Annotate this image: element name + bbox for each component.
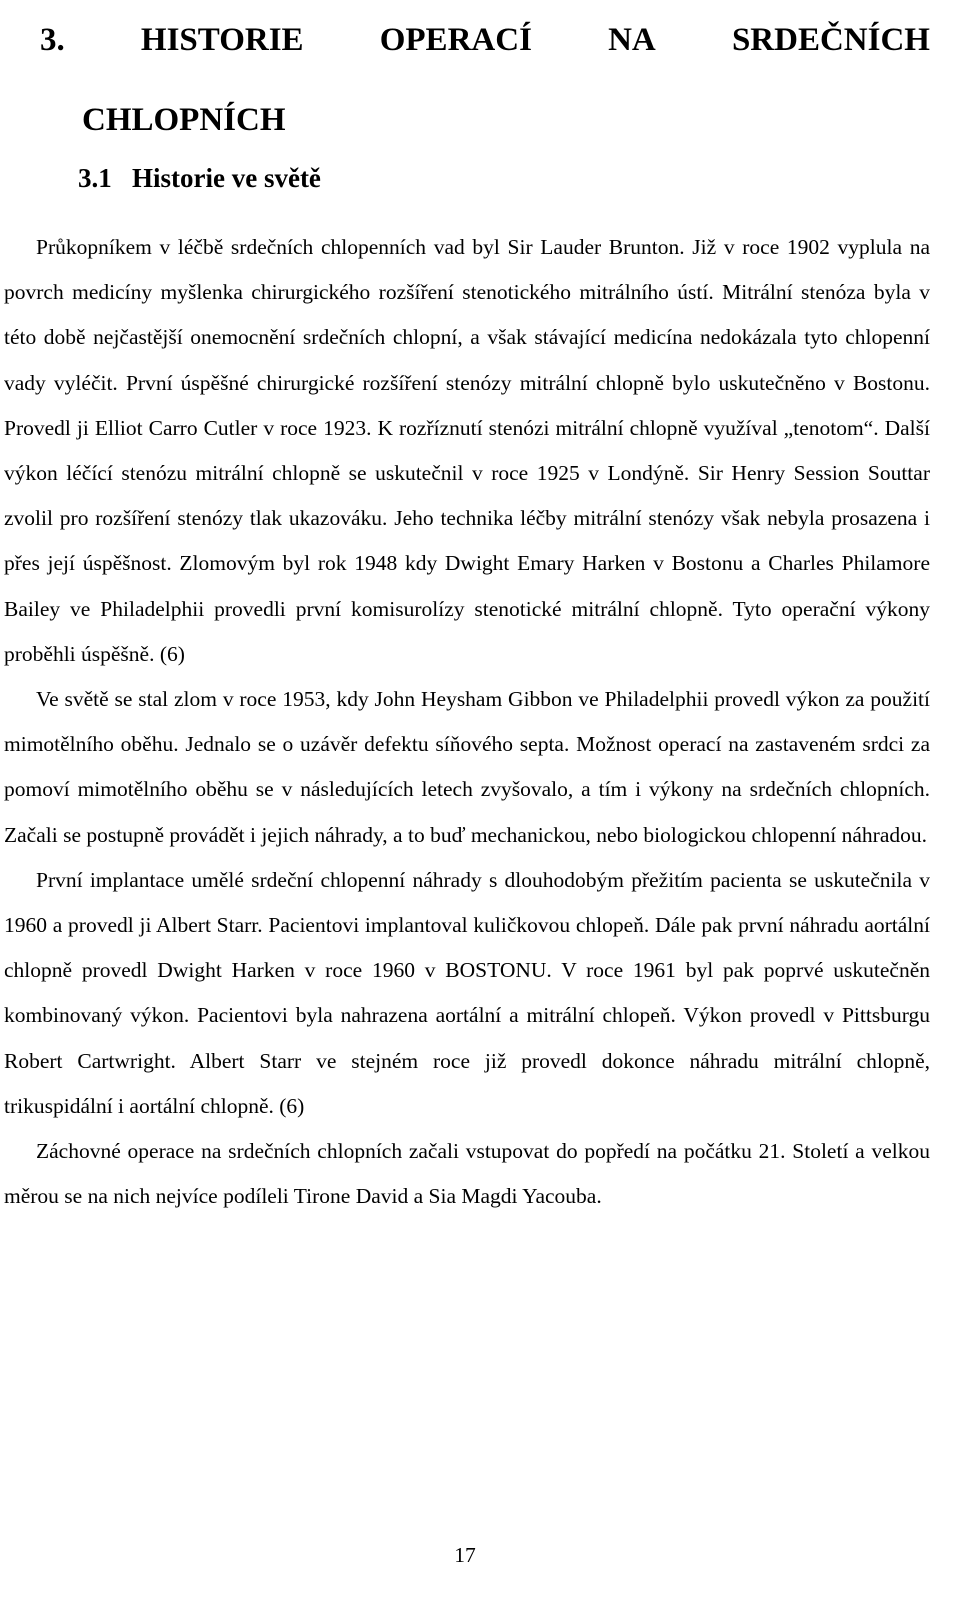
paragraph: Ve světě se stal zlom v roce 1953, kdy John Heysham Gibbon ve Philadelphii provedl výkon za použití mimotělního oběhu. Jednalo se o uzávěr defektu síňového septa. Možnost operací na zastaveném srdci za pomoví mimotělního oběhu se v následujících letech zvyšovalo, a tím i výkony na srdečních chlopních. Začali se postupně provádět i jejich náhrady, a to buď mechanickou, nebo biologickou chlopenní náhradou. (4, 687, 930, 847)
chapter-word: OPERACÍ (379, 22, 532, 58)
paragraph: Průkopníkem v léčbě srdečních chlopenních vad byl Sir Lauder Brunton. Již v roce 1902 vyplula na povrch medicíny myšlenka chirurgického rozšíření stenotického mitrálního ústí. Mitrální stenóza byla v této době nejčastější onemocnění srdečních chlopní, a však stávající medicína nedokázala tyto chlopenní vady vyléčit. První úspěšné chirurgické rozšíření stenózy mitrální chlopně bylo uskutečněno v Bostonu. Provedl ji Elliot Carro Cutler v roce 1923. K rozříznutí stenózi mitrální chlopně využíval „tenotom“. Další výkon léčící stenózu mitrální chlopně se uskutečnil v roce 1925 v Londýně. Sir Henry Session Souttar zvolil pro rozšíření stenózy tlak ukazováku. Jeho technika léčby mitrální stenózy však nebyla prosazena i přes její úspěšnost. Zlomovým byl rok 1948 kdy Dwight Emary Harken v Bostonu a Charles Philamore Bailey ve Philadelphii provedli první komisurolízy stenotické mitrální chlopně. Tyto operační výkony proběhli úspěšně. (6) (4, 235, 930, 666)
chapter-heading (40, 0, 930, 160)
chapter-word: NA (608, 22, 656, 58)
chapter-heading-line-2: CHLOPNÍCH (82, 102, 286, 138)
page-number: 17 (454, 1543, 476, 1567)
chapter-heading-line-1 (40, 0, 930, 80)
chapter-word: HISTORIE (140, 22, 304, 58)
chapter-number: 3. (40, 22, 65, 58)
chapter-word: SRDEČNÍCH (731, 22, 930, 58)
section-heading: 3.1 Historie ve světě (78, 163, 321, 193)
paragraph: Záchovné operace na srdečních chlopních začali vstupovat do popředí na počátku 21. Století a velkou měrou se na nich nejvíce podíleli Tirone David a Sia Magdi Yacouba. (4, 1139, 930, 1209)
paragraph: První implantace umělé srdeční chlopenní náhrady s dlouhodobým přežitím pacienta se uskutečnila v 1960 a provedl ji Albert Starr. Pacientovi implantoval kuličkovou chlopeň. Dále pak první náhradu aortální chlopně provedl Dwight Harken v roce 1960 v BOSTONU. V roce 1961 byl pak poprvé uskutečněn kombinovaný výkon. Pacientovi byla nahrazena aortální a mitrální chlopeň. Výkon provedl v Pittsburgu Robert Cartwright. Albert Starr ve stejném roce již provedl dokonce náhradu mitrální chlopně, trikuspidální i aortální chlopně. (6) (4, 867, 930, 1118)
body-text (4, 225, 930, 1219)
